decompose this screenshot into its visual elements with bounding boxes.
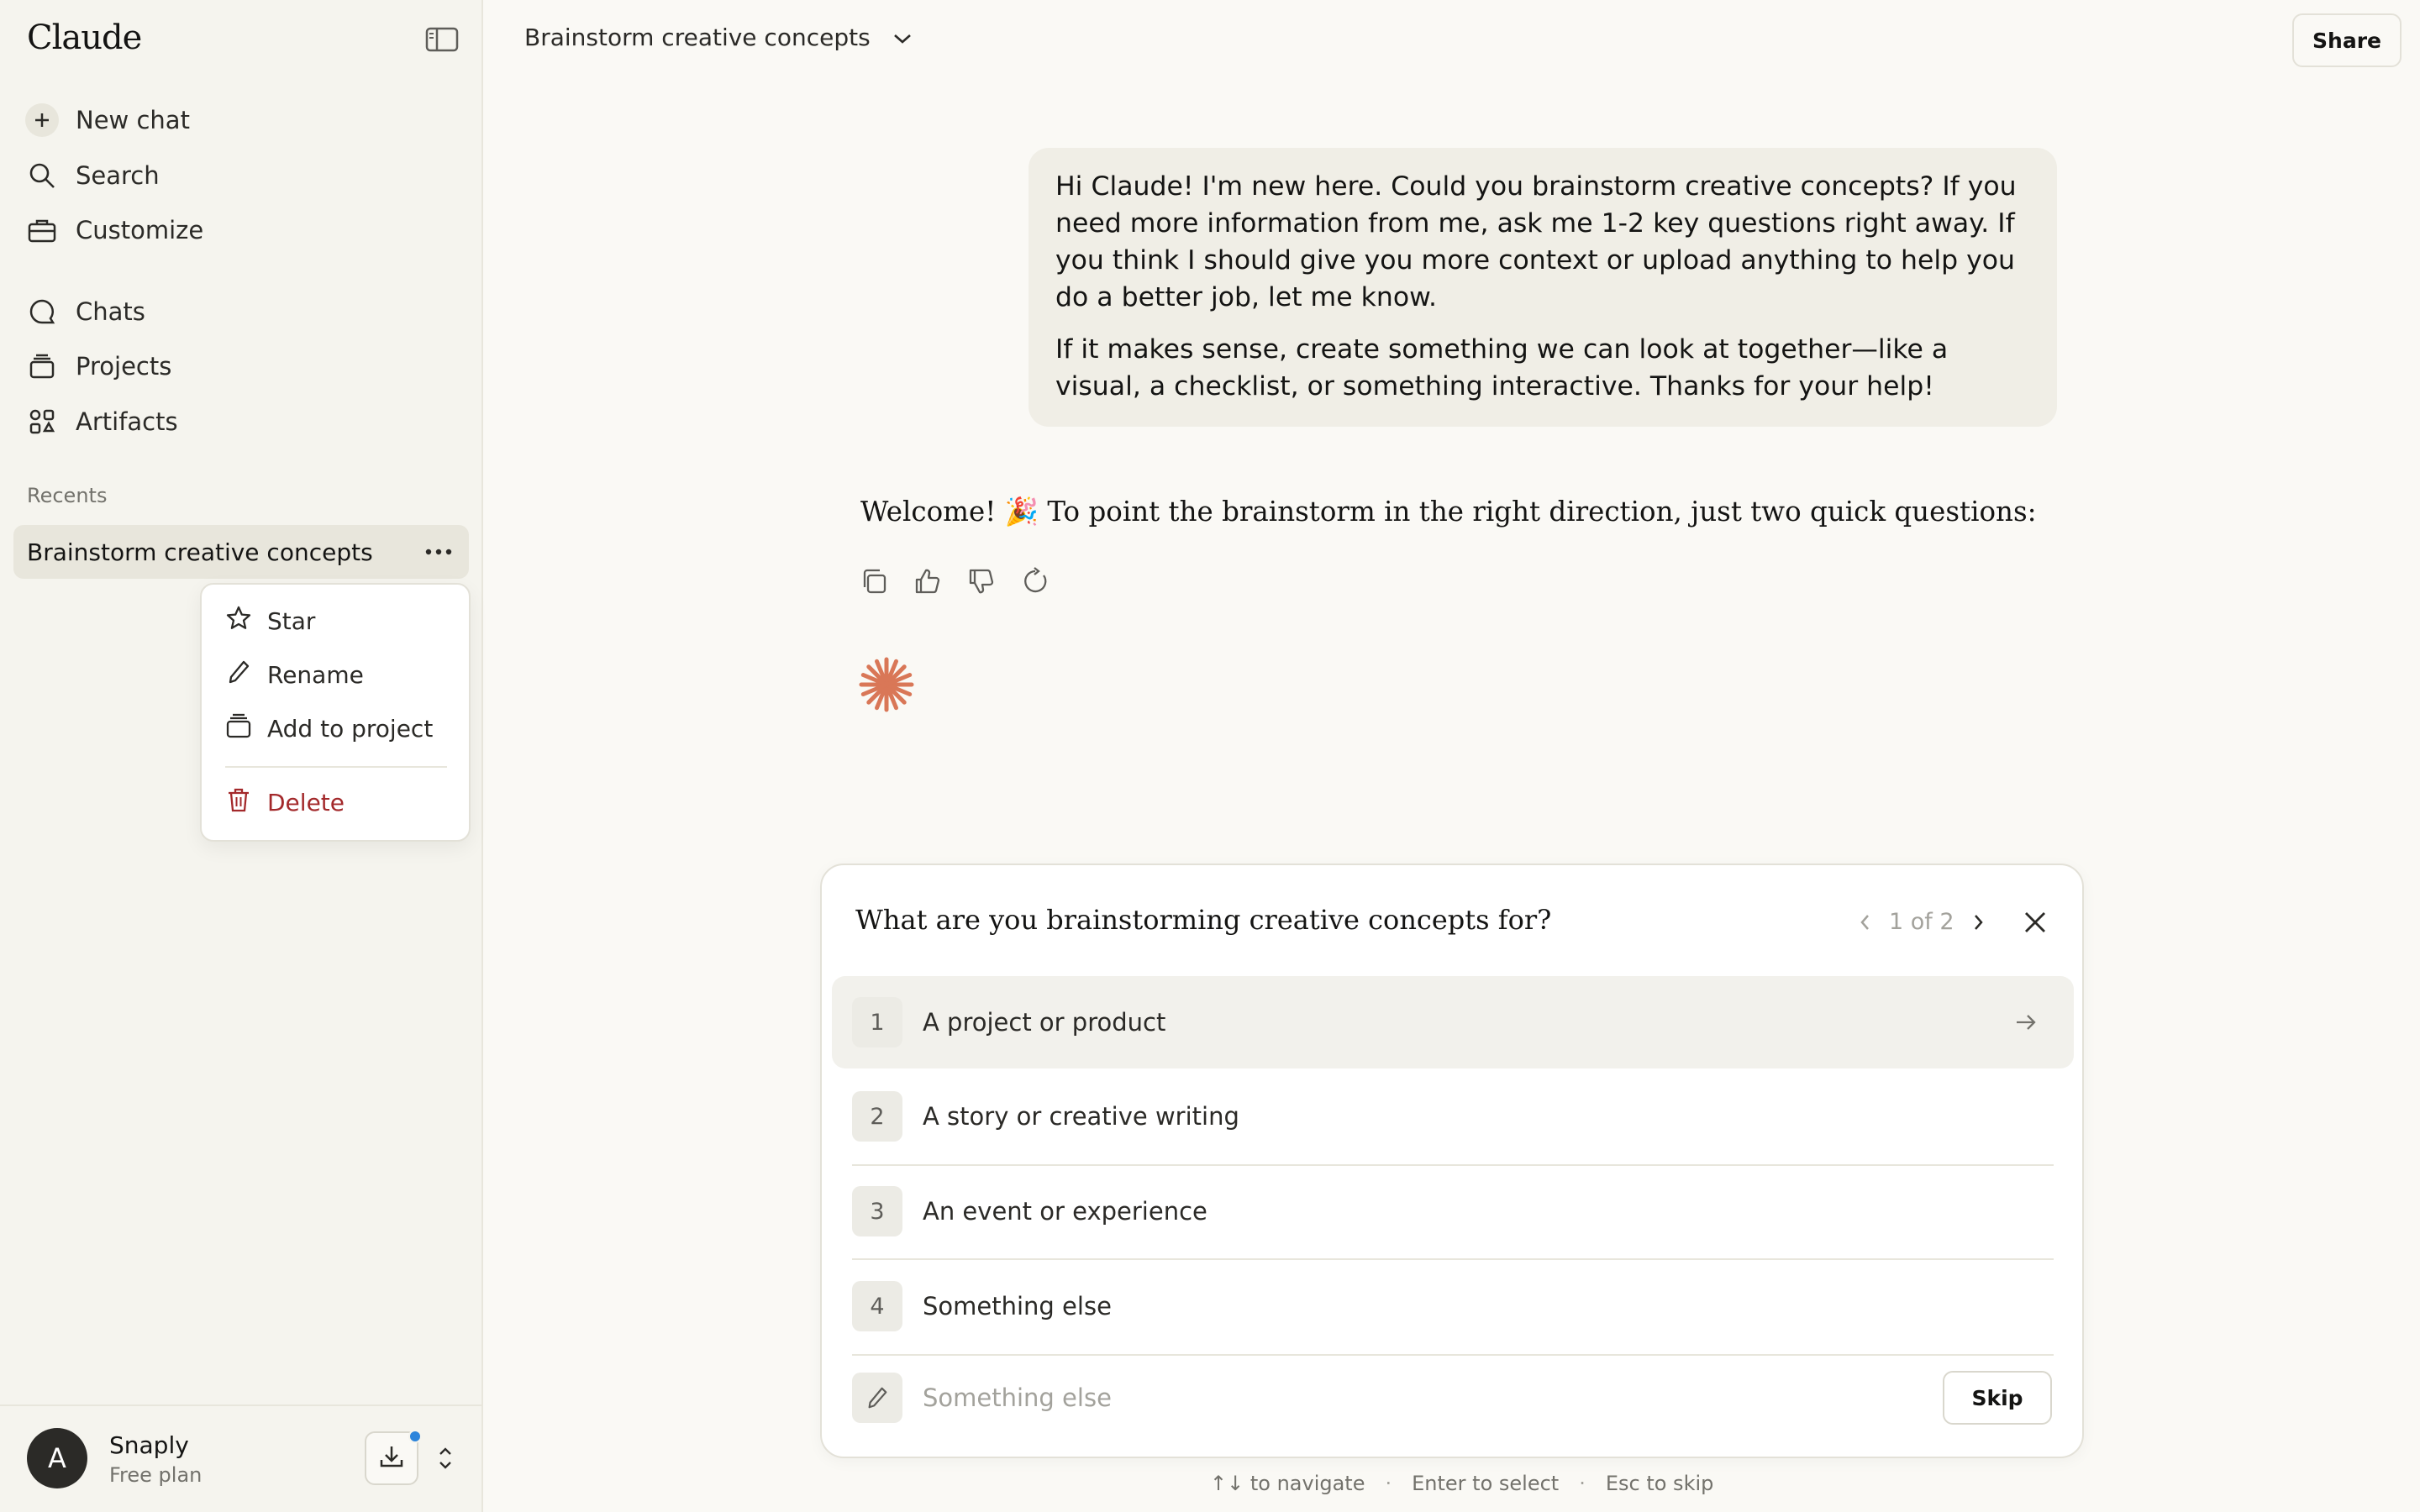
chevron-left-icon[interactable] — [1852, 910, 1877, 935]
something-else-input[interactable] — [923, 1383, 1830, 1412]
skip-button[interactable]: Skip — [1943, 1371, 2052, 1425]
option-label: A story or creative writing — [923, 1102, 1239, 1131]
arrow-right-icon — [2012, 1008, 2040, 1037]
nav-label-chats: Chats — [76, 297, 145, 326]
chevron-up-down-icon[interactable] — [435, 1443, 455, 1473]
nav-label-search: Search — [76, 161, 160, 190]
hint-select: Enter to select — [1412, 1472, 1560, 1495]
user-message-paragraph: If it makes sense, create something we can look at together—like a visual, a checklist, or something interactive. Thanks for your help! — [1055, 334, 1949, 402]
trash-icon — [225, 786, 252, 819]
nav-label-new-chat: New chat — [76, 106, 190, 134]
more-options-icon[interactable] — [422, 538, 455, 565]
sidebar-item-chats[interactable] — [15, 288, 469, 335]
chevron-down-icon — [892, 24, 913, 51]
sidebar-toggle-icon[interactable] — [425, 27, 459, 52]
thumbs-up-icon[interactable] — [911, 564, 944, 598]
claude-logo[interactable]: Claude — [27, 18, 142, 57]
option-number: 2 — [852, 1091, 902, 1142]
menu-item-star[interactable] — [212, 596, 460, 645]
free-text-row — [832, 1364, 2074, 1431]
download-icon — [378, 1443, 405, 1473]
plus-icon — [25, 103, 59, 137]
recents-heading: Recents — [27, 484, 108, 507]
option-number: 3 — [852, 1186, 902, 1236]
hint-skip: Esc to skip — [1605, 1472, 1714, 1495]
user-message-paragraph: Hi Claude! I'm new here. Could you brainstorm creative concepts? If you need more information from me, ask me 1-2 key questions right away. If you think I should give you more context or upload anything to help you do a better job, let me know. — [1055, 171, 2017, 312]
user-name[interactable]: Snaply — [109, 1431, 189, 1459]
sidebar-item-projects[interactable] — [15, 343, 469, 390]
pager-count: 1 of 2 — [1889, 909, 1954, 935]
share-button[interactable]: Share — [2292, 13, 2402, 67]
menu-item-add-to-project[interactable] — [212, 704, 460, 753]
chat-bubble-icon — [25, 295, 59, 328]
briefcase-icon — [25, 213, 59, 247]
star-icon — [225, 605, 252, 638]
option-number: 4 — [852, 1281, 902, 1331]
menu-label-rename: Rename — [267, 660, 364, 689]
sidebar — [0, 0, 483, 1512]
thumbs-down-icon[interactable] — [965, 564, 998, 598]
hint-separator: · — [1385, 1472, 1392, 1495]
menu-label-add-to-project: Add to project — [267, 714, 434, 743]
avatar[interactable]: A — [27, 1428, 87, 1488]
assistant-message: Welcome! 🎉 To point the brainstorm in the right direction, just two quick questions: — [860, 496, 2037, 528]
nav-label-projects: Projects — [76, 352, 172, 381]
folder-stack-icon — [225, 712, 252, 745]
question-title: What are you brainstorming creative concepts for? — [855, 904, 1552, 936]
search-icon — [25, 159, 59, 192]
artifacts-icon — [25, 405, 59, 438]
new-chat-button[interactable] — [15, 97, 469, 144]
pencil-icon — [225, 659, 252, 691]
recent-chat-item[interactable] — [13, 525, 469, 579]
retry-icon[interactable] — [1018, 564, 1052, 598]
menu-label-star: Star — [267, 606, 316, 635]
chat-title-dropdown[interactable] — [524, 24, 913, 51]
question-pager — [1852, 909, 1991, 935]
user-plan: Free plan — [109, 1463, 203, 1487]
option-1[interactable] — [832, 976, 2074, 1068]
menu-label-delete: Delete — [267, 788, 345, 816]
question-card — [820, 864, 2084, 1458]
option-label: A project or product — [923, 1008, 1166, 1037]
customize-button[interactable] — [15, 207, 469, 254]
option-3[interactable] — [832, 1165, 2074, 1257]
option-2[interactable] — [832, 1070, 2074, 1163]
notification-dot — [408, 1430, 422, 1443]
pencil-icon — [852, 1373, 902, 1423]
hint-navigate: ↑↓ to navigate — [1210, 1472, 1365, 1495]
user-message — [1028, 148, 2057, 427]
menu-item-delete[interactable] — [212, 778, 460, 827]
sidebar-item-artifacts[interactable] — [15, 398, 469, 445]
recent-chat-label: Brainstorm creative concepts — [27, 538, 373, 566]
menu-item-rename[interactable] — [212, 650, 460, 699]
nav-label-customize: Customize — [76, 216, 204, 244]
option-number: 1 — [852, 997, 902, 1047]
context-menu — [200, 583, 471, 842]
chevron-right-icon[interactable] — [1966, 910, 1991, 935]
option-label: Something else — [923, 1292, 1112, 1320]
option-4[interactable] — [832, 1260, 2074, 1352]
search-button[interactable] — [15, 152, 469, 199]
menu-divider — [225, 766, 447, 768]
folder-stack-icon — [25, 349, 59, 383]
option-divider — [852, 1354, 2054, 1356]
chat-title: Brainstorm creative concepts — [524, 24, 871, 51]
nav-label-artifacts: Artifacts — [76, 407, 178, 436]
sidebar-footer — [0, 1404, 483, 1512]
copy-icon[interactable] — [857, 564, 891, 598]
option-label: An event or experience — [923, 1197, 1207, 1226]
hint-separator: · — [1579, 1472, 1586, 1495]
message-actions — [857, 564, 1052, 598]
close-icon[interactable] — [2018, 906, 2052, 939]
keyboard-hints — [1210, 1472, 1713, 1495]
claude-spark-icon — [857, 655, 916, 714]
